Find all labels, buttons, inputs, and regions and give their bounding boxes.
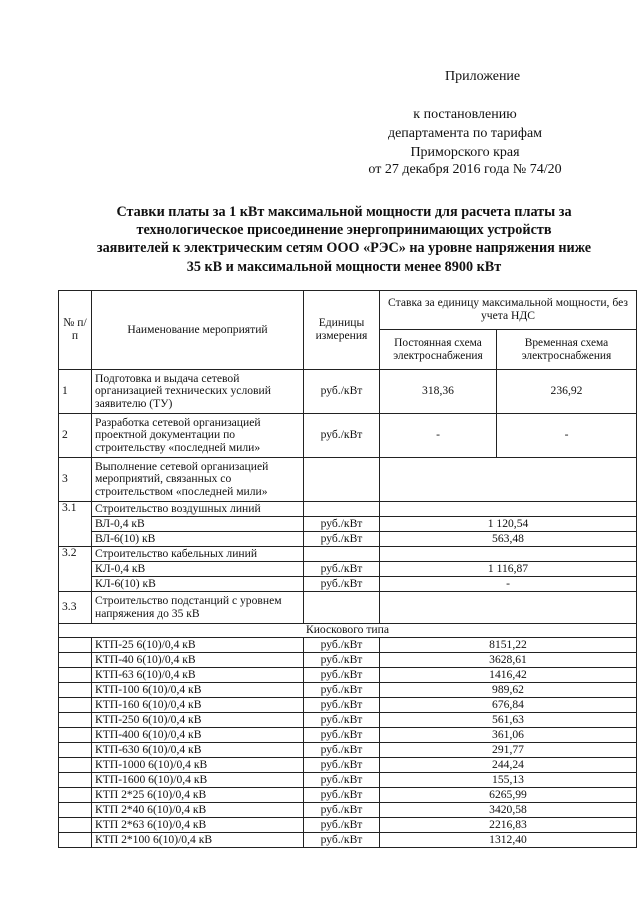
appendix-line: Приморского края (410, 145, 520, 160)
row-name: Строительство воздушных линий (92, 502, 304, 517)
row-temporary: 236,92 (497, 370, 637, 414)
row-value: 2216,83 (380, 818, 637, 833)
table-row (59, 577, 637, 592)
row-unit-empty (304, 592, 380, 624)
row-unit-empty (304, 458, 380, 502)
header-temporary: Временная схема электроснабжения (497, 330, 637, 370)
row-unit: руб./кВт (304, 773, 380, 788)
table-row (59, 743, 637, 758)
table-row (59, 728, 637, 743)
row-unit: руб./кВт (304, 698, 380, 713)
table-row (59, 547, 637, 562)
row-unit: руб./кВт (304, 668, 380, 683)
row-name: КТП 2*40 6(10)/0,4 кВ (92, 803, 304, 818)
row-name: КТП-630 6(10)/0,4 кВ (92, 743, 304, 758)
table-row (59, 502, 637, 517)
row-num-empty (59, 818, 92, 833)
header-unit: Единицы измерения (304, 291, 380, 370)
row-value: 1312,40 (380, 833, 637, 848)
row-num: 3 (59, 458, 92, 502)
row-name: КЛ-0,4 кВ (92, 562, 304, 577)
row-unit: руб./кВт (304, 517, 380, 532)
row-unit: руб./кВт (304, 788, 380, 803)
row-value: 155,13 (380, 773, 637, 788)
table-row (59, 653, 637, 668)
header-rate: Ставка за единицу максимальной мощности, без учета НДС (380, 291, 637, 330)
row-value: - (380, 577, 637, 592)
row-name: КТП 2*25 6(10)/0,4 кВ (92, 788, 304, 803)
table-row (59, 532, 637, 547)
row-num-empty (59, 728, 92, 743)
row-num-empty (59, 683, 92, 698)
row-unit: руб./кВт (304, 532, 380, 547)
row-name: КТП-1600 6(10)/0,4 кВ (92, 773, 304, 788)
table-row (59, 624, 637, 638)
row-unit-empty (304, 547, 380, 562)
title-line: Ставки платы за 1 кВт максимальной мощности для расчета платы за (116, 204, 572, 220)
row-num-empty (59, 758, 92, 773)
row-num: 3.1 (59, 502, 92, 547)
row-value: 676,84 (380, 698, 637, 713)
table-row (59, 788, 637, 803)
row-num-empty (59, 743, 92, 758)
row-unit: руб./кВт (304, 414, 380, 458)
table-row (59, 698, 637, 713)
row-permanent: - (380, 414, 497, 458)
row-unit: руб./кВт (304, 370, 380, 414)
row-unit-empty (304, 502, 380, 517)
table-row (59, 668, 637, 683)
table-row (59, 833, 637, 848)
row-unit: руб./кВт (304, 803, 380, 818)
table-row (59, 517, 637, 532)
table-row (59, 818, 637, 833)
row-num-empty (59, 638, 92, 653)
row-num-empty (59, 773, 92, 788)
table-row (59, 414, 637, 458)
row-name: Разработка сетевой организацией проектной документации по строительству «последней мили» (92, 414, 304, 458)
row-name: КТП-250 6(10)/0,4 кВ (92, 713, 304, 728)
table-row (59, 562, 637, 577)
row-num-empty (59, 668, 92, 683)
row-num-empty (59, 833, 92, 848)
document-title (58, 203, 630, 276)
row-unit: руб./кВт (304, 653, 380, 668)
header-permanent: Постоянная схема электроснабжения (380, 330, 497, 370)
row-name: Выполнение сетевой организацией мероприятий, связанных со строительством «последней мили» (92, 458, 304, 502)
row-name: Подготовка и выдача сетевой организацией технических условий заявителю (ТУ) (92, 370, 304, 414)
title-line: заявителей к электрическим сетям ООО «РЭС» на уровне напряжения ниже (96, 240, 592, 257)
table-row (59, 458, 637, 502)
row-value-empty (380, 592, 637, 624)
row-unit: руб./кВт (304, 743, 380, 758)
row-num: 3.3 (59, 592, 92, 624)
row-permanent: 318,36 (380, 370, 497, 414)
row-name: КТП 2*63 6(10)/0,4 кВ (92, 818, 304, 833)
row-unit: руб./кВт (304, 758, 380, 773)
table-row (59, 803, 637, 818)
table-row (59, 758, 637, 773)
row-num: 2 (59, 414, 92, 458)
row-value-empty (380, 502, 637, 517)
row-num-empty (59, 653, 92, 668)
row-value: 361,06 (380, 728, 637, 743)
row-value: 1 120,54 (380, 517, 637, 532)
row-temporary: - (497, 414, 637, 458)
row-unit: руб./кВт (304, 818, 380, 833)
row-value: 6265,99 (380, 788, 637, 803)
row-unit: руб./кВт (304, 638, 380, 653)
row-unit: руб./кВт (304, 562, 380, 577)
row-value: 3420,58 (380, 803, 637, 818)
row-value-empty (380, 458, 637, 502)
row-unit: руб./кВт (304, 713, 380, 728)
row-num-empty (59, 803, 92, 818)
row-value: 1 116,87 (380, 562, 637, 577)
kiosk-rows (59, 638, 637, 848)
row-name: ВЛ-6(10) кВ (92, 532, 304, 547)
table-row (59, 592, 637, 624)
title-line: 35 кВ и максимальной мощности менее 8900 кВт (186, 258, 502, 275)
row-unit: руб./кВт (304, 728, 380, 743)
row-unit: руб./кВт (304, 833, 380, 848)
row-name: КТП-100 6(10)/0,4 кВ (92, 683, 304, 698)
row-name: КТП-25 6(10)/0,4 кВ (92, 638, 304, 653)
table-header-row (59, 291, 637, 330)
appendix-line: департамента по тарифам (387, 126, 543, 141)
row-value: 244,24 (380, 758, 637, 773)
row-value-empty (380, 547, 637, 562)
row-name: ВЛ-0,4 кВ (92, 517, 304, 532)
header-num: № п/п (59, 291, 92, 370)
row-num: 3.2 (59, 547, 92, 592)
row-value: 1416,42 (380, 668, 637, 683)
row-value: 3628,61 (380, 653, 637, 668)
title-line: технологическое присоединение энергопринимающих устройств (136, 222, 552, 239)
table-row (59, 370, 637, 414)
row-name: КТП-400 6(10)/0,4 кВ (92, 728, 304, 743)
row-name: КТП-1000 6(10)/0,4 кВ (92, 758, 304, 773)
appendix-line: к постановлению (413, 107, 517, 122)
table-row (59, 683, 637, 698)
table-row (59, 713, 637, 728)
rates-table (58, 290, 637, 848)
row-unit: руб./кВт (304, 683, 380, 698)
header-name: Наименование мероприятий (92, 291, 304, 370)
row-name: КТП-40 6(10)/0,4 кВ (92, 653, 304, 668)
table-row (59, 773, 637, 788)
row-name: КТП 2*100 6(10)/0,4 кВ (92, 833, 304, 848)
row-value: 563,48 (380, 532, 637, 547)
appendix-line: от 27 декабря 2016 года № 74/20 (368, 162, 562, 177)
kiosk-label: Киоскового типа (59, 624, 637, 638)
row-unit: руб./кВт (304, 577, 380, 592)
row-name: КТП-160 6(10)/0,4 кВ (92, 698, 304, 713)
row-name: Строительство кабельных линий (92, 547, 304, 562)
row-value: 291,77 (380, 743, 637, 758)
row-value: 989,62 (380, 683, 637, 698)
row-num-empty (59, 788, 92, 803)
row-value: 561,63 (380, 713, 637, 728)
row-value: 8151,22 (380, 638, 637, 653)
row-name: КЛ-6(10) кВ (92, 577, 304, 592)
row-num-empty (59, 713, 92, 728)
row-num: 1 (59, 370, 92, 414)
appendix-title: Приложение (445, 69, 521, 84)
row-num-empty (59, 698, 92, 713)
row-name: Строительство подстанций с уровнем напряжения до 35 кВ (92, 592, 304, 624)
row-name: КТП-63 6(10)/0,4 кВ (92, 668, 304, 683)
table-row (59, 638, 637, 653)
